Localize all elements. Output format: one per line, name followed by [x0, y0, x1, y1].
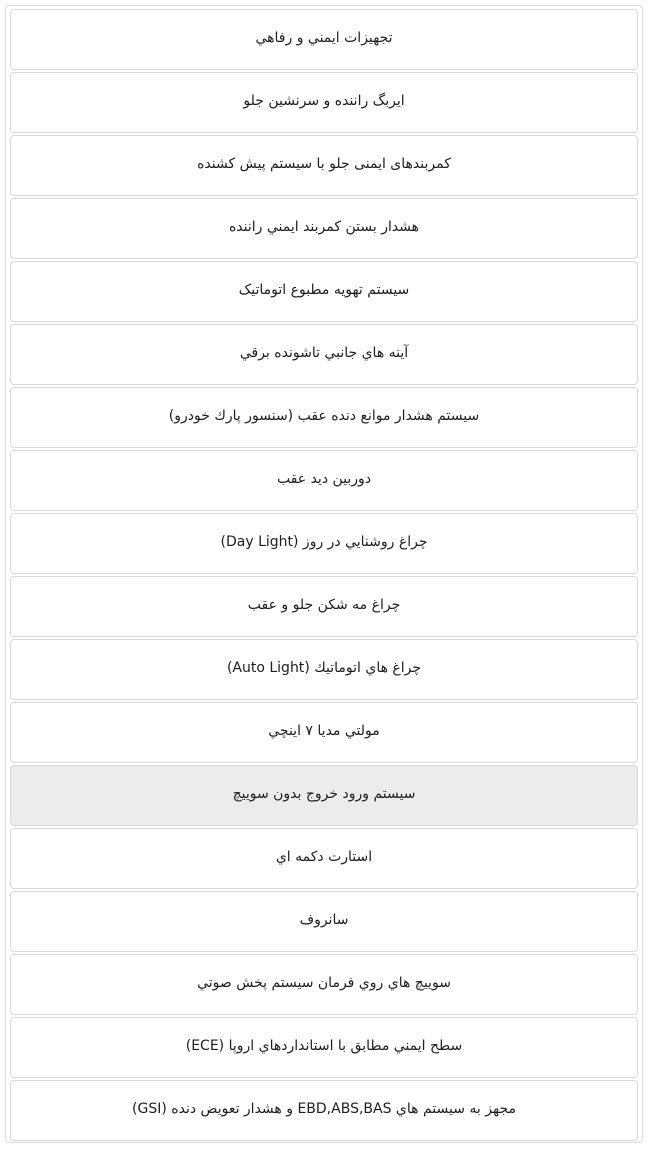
- feature-item-label: سيستم هشدار موانع دنده عقب (سنسور پارك خودرو): [168, 407, 480, 424]
- features-list-container: [5, 5, 643, 1143]
- feature-item-rear-camera[interactable]: [10, 450, 638, 511]
- feature-item-safety-comfort-equipment[interactable]: [10, 9, 638, 70]
- feature-item-ebd-abs-bas-gsi[interactable]: [10, 1080, 638, 1141]
- feature-item-auto-lights[interactable]: [10, 639, 638, 700]
- feature-item-label: چراغ روشنايي در روز (Day Light): [220, 533, 428, 550]
- feature-item-label: سيستم ورود خروج بدون سوييچ: [232, 785, 416, 802]
- feature-item-pretensioner-seatbelts[interactable]: [10, 135, 638, 196]
- feature-item-push-start[interactable]: [10, 828, 638, 889]
- feature-item-label: سیستم تهویه مطبوع اتوماتیک: [238, 281, 410, 298]
- feature-item-label: سوييچ هاي روي فرمان سيستم پخش صوتي: [197, 974, 451, 991]
- feature-item-label: سطح ايمني مطابق با استانداردهاي اروپا (ECE): [185, 1037, 463, 1054]
- feature-item-label: کمربندهای ایمنی جلو با سیستم پیش کشنده: [197, 155, 451, 172]
- features-list: [10, 9, 638, 1141]
- feature-item-auto-climate-control[interactable]: [10, 261, 638, 322]
- feature-item-front-airbags[interactable]: [10, 72, 638, 133]
- feature-item-label: دوربين ديد عقب: [276, 470, 372, 487]
- feature-item-steering-audio-controls[interactable]: [10, 954, 638, 1015]
- feature-item-label: آينه هاي جانبي تاشونده برقي: [239, 344, 409, 361]
- feature-item-keyless-entry[interactable]: [10, 765, 638, 826]
- feature-item-label: هشدار بستن کمربند ايمني راننده: [228, 218, 420, 235]
- feature-item-label: چراغ مه شكن جلو و عقب: [247, 596, 401, 613]
- feature-item-seatbelt-warning[interactable]: [10, 198, 638, 259]
- feature-item-sunroof[interactable]: [10, 891, 638, 952]
- feature-item-ece-safety-standard[interactable]: [10, 1017, 638, 1078]
- feature-item-label: چراغ هاي اتوماتيك (Auto Light): [226, 659, 422, 676]
- feature-item-daytime-running-lights[interactable]: [10, 513, 638, 574]
- feature-item-label: سانروف: [299, 911, 349, 928]
- feature-item-parking-sensors[interactable]: [10, 387, 638, 448]
- feature-item-label: ايربگ راننده و سرنشين جلو: [243, 92, 405, 109]
- feature-item-label: مجهز به سيستم هاي EBD,ABS,BAS و هشدار تعويض دنده (GSI): [132, 1100, 516, 1117]
- feature-item-label: استارت دكمه اي: [275, 848, 373, 865]
- feature-item-multimedia-7inch[interactable]: [10, 702, 638, 763]
- feature-item-label: تجهيزات ايمني و رفاهي: [255, 29, 393, 46]
- feature-item-fog-lights[interactable]: [10, 576, 638, 637]
- feature-item-label: مولتي مديا ۷ اينچي: [268, 722, 380, 739]
- feature-item-power-folding-mirrors[interactable]: [10, 324, 638, 385]
